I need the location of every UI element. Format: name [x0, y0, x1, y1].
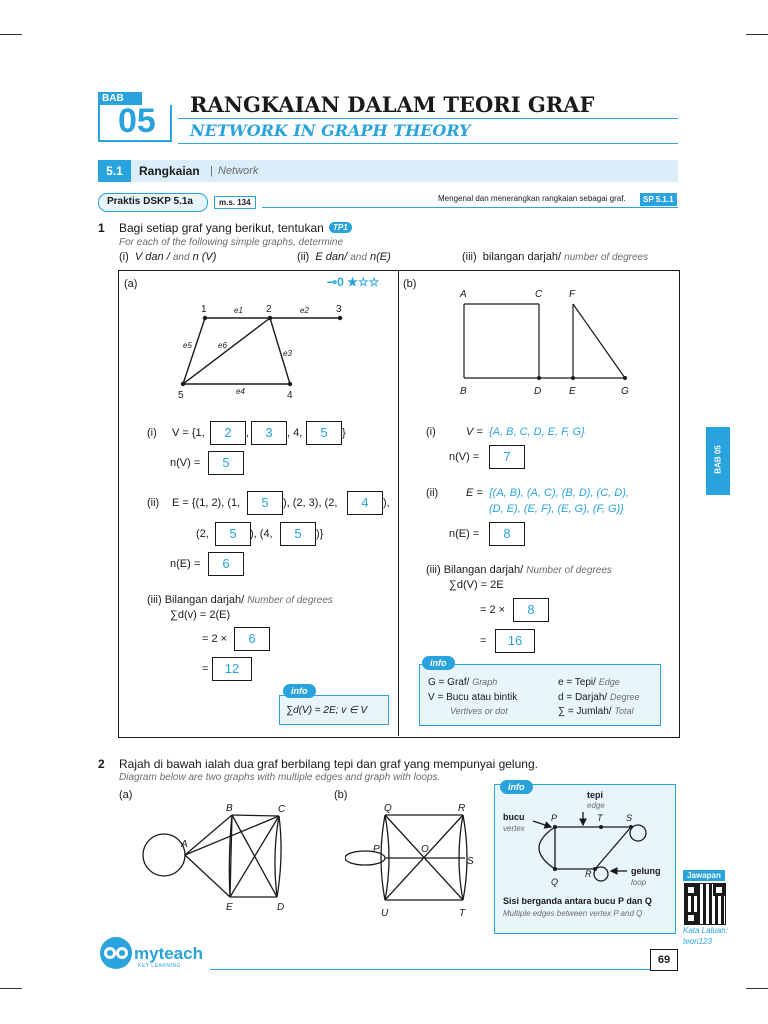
answer-box[interactable]: 12: [212, 657, 252, 681]
q2b-label: (b): [334, 789, 348, 801]
info-box-q2: P T S Q R tepi edge bucu vertex gelung loop Sisi berganda antara bucu P dan Q Multiple edges between vertex P and Q: [494, 784, 676, 934]
password: teori123: [683, 937, 712, 946]
q1-part-iii: (iii) bilangan darjah/ number of degrees: [462, 251, 649, 263]
vertex-label: S: [467, 856, 474, 867]
objective-text: Mengenal dan menerangkan rangkaian sebagai graf.: [438, 194, 626, 203]
q1a-ne-label: n(E) =: [170, 558, 201, 570]
q1a-sum-formula: ∑d(v) = 2(E): [170, 609, 231, 621]
q1a-v-prefix: V = {1,: [172, 427, 205, 439]
qr-code[interactable]: [684, 883, 726, 925]
crop-mark: [0, 988, 22, 989]
answer-box[interactable]: 8: [513, 598, 549, 622]
star-icon: ☆☆: [357, 275, 380, 289]
q1-text-en: For each of the following simple graphs, determine: [119, 237, 344, 248]
key-icon: ⊸: [327, 275, 338, 289]
info-box-a: ∑d(V) = 2E; v ∈ V: [279, 695, 389, 725]
chapter-title-en: NETWORK IN GRAPH THEORY: [190, 121, 471, 140]
vertex-label: R: [585, 869, 592, 879]
graph-b: [452, 285, 642, 400]
q2a-label: (a): [119, 789, 133, 801]
vertex-label: E: [569, 386, 576, 397]
answer-box[interactable]: 6: [234, 627, 270, 651]
graph-2b: [345, 800, 485, 920]
practice-label: Praktis DSKP 5.1a: [98, 193, 208, 212]
vertex-label: F: [569, 289, 576, 300]
section-separator: |: [210, 165, 213, 177]
q1-part-i: (i) V dan / and n (V): [119, 251, 217, 263]
vertex-label: O: [421, 844, 429, 855]
vertex-label: 2: [266, 304, 272, 315]
q2-number: 2: [98, 757, 105, 771]
answer-box[interactable]: 8: [489, 522, 525, 546]
answer-box[interactable]: 5: [280, 522, 316, 546]
vertex-label: U: [381, 908, 389, 919]
vertex-label: E: [226, 902, 233, 913]
vertex-label: C: [278, 804, 286, 815]
jawapan-label: Jawapan: [683, 870, 725, 881]
vertex-label: C: [535, 289, 543, 300]
info-box-b: G = Graf/ Graph V = Bucu atau bintik Vertives or dot e = Tepi/ Edge d = Darjah/ Degree ∑ = Jumlah/ Total: [419, 664, 661, 726]
rating-key: ⊸0 ★☆☆: [327, 275, 380, 289]
answer-box[interactable]: 3: [251, 421, 287, 445]
vertex-label: A: [460, 289, 467, 300]
vertex-label: R: [458, 803, 466, 814]
q1b-e-answer-2: (D, E), (E, F), (E, G), (F, G)}: [489, 503, 624, 515]
q1b-v-answer: {A, B, C, D, E, F, G}: [489, 426, 585, 438]
q1a-label: (a): [124, 278, 138, 290]
brand-tag: KEY LEARNING: [138, 963, 181, 969]
sp-code: SP 5.1.1: [640, 193, 677, 206]
answer-box[interactable]: 4: [347, 491, 383, 515]
q1b-i-label: (i): [426, 426, 436, 438]
answer-box[interactable]: 6: [208, 552, 244, 576]
vertex-label: 4: [287, 390, 293, 401]
brand-name: myteach: [134, 944, 203, 963]
chapter-number: 05: [118, 102, 156, 140]
edge-label: e6: [218, 341, 227, 350]
vertex-label: B: [226, 803, 233, 814]
crop-mark: [0, 34, 22, 35]
vertex-label: T: [459, 908, 466, 919]
graph-a: [170, 300, 360, 405]
vertex-label: D: [277, 902, 285, 913]
vertex-label: G: [621, 386, 629, 397]
q1-text-ms: Bagi setiap graf yang berikut, tentukan: [119, 221, 324, 235]
q2-text-en: Diagram below are two graphs with multiple edges and graph with loops.: [119, 772, 441, 783]
info-tag: info: [500, 780, 533, 794]
chapter-title-ms: RANGKAIAN DALAM TEORI GRAF: [190, 92, 595, 117]
answer-box[interactable]: 16: [495, 629, 535, 653]
q1a-nv-label: n(V) =: [170, 457, 201, 469]
answer-box[interactable]: 5: [208, 451, 244, 475]
footer-logo: [98, 935, 208, 971]
vertex-label: 3: [336, 304, 342, 315]
star-icon: ★: [347, 275, 358, 289]
myteach-logo-icon: [98, 935, 134, 971]
vertex-label: 1: [201, 304, 207, 315]
section-number: 5.1: [98, 160, 131, 182]
vertex-label: A: [181, 839, 188, 850]
q1b-e-answer-1: {(A, B), (A, C), (B, D), (C, D),: [489, 487, 629, 499]
q1b-ii-label: (ii): [426, 487, 439, 499]
crop-mark: [746, 988, 768, 989]
graph-2a: [140, 800, 300, 915]
bab-label: BAB: [98, 92, 142, 105]
section-title-en: Network: [218, 165, 259, 177]
vertex-label: 5: [178, 390, 184, 401]
q1b-iii-label: (iii) Bilangan darjah/ Number of degrees: [426, 564, 612, 576]
answer-box[interactable]: 5: [247, 491, 283, 515]
page-number: 69: [650, 949, 678, 971]
answer-box[interactable]: 2: [210, 421, 246, 445]
tp-badge: TP1: [329, 222, 352, 233]
edge-label: e2: [300, 306, 309, 315]
page-ref: m.s. 134: [214, 196, 256, 209]
info-tag: info: [283, 684, 316, 698]
edge-label: e5: [183, 341, 192, 350]
q1-part-ii: (ii) E dan/ and n(E): [297, 251, 391, 263]
vertex-label: Q: [551, 877, 559, 887]
side-tab: BAB 05: [706, 427, 730, 495]
edge-label: e4: [236, 387, 245, 396]
vertex-label: B: [460, 386, 467, 397]
q2-text-ms: Rajah di bawah ialah dua graf berbilang tepi dan graf yang mempunyai gelung.: [119, 757, 538, 771]
answer-box[interactable]: 7: [489, 445, 525, 469]
q1-number: 1: [98, 221, 105, 235]
q1a-ii-label: (ii): [147, 497, 160, 509]
vertex-label: Q: [384, 803, 392, 814]
section-title: Rangkaian: [139, 164, 200, 178]
kata-laluan: Kata Laluan:: [683, 926, 728, 935]
q1a-i-label: (i): [147, 427, 157, 439]
edge-label: e1: [234, 306, 243, 315]
vertex-label: S: [626, 813, 633, 823]
vertex-label: T: [597, 813, 603, 823]
answer-box[interactable]: 5: [306, 421, 342, 445]
vertex-label: D: [534, 386, 542, 397]
chapter-badge: [98, 92, 172, 142]
edge-label: e3: [283, 349, 292, 358]
q1b-label: (b): [403, 278, 417, 290]
section-bar: [98, 160, 678, 182]
answer-box[interactable]: 5: [215, 522, 251, 546]
vertex-label: P: [551, 813, 558, 823]
crop-mark: [746, 34, 768, 35]
vertex-label: P: [373, 844, 380, 855]
q1a-iii-label: (iii) Bilangan darjah/ Number of degrees: [147, 594, 333, 606]
info-tag: info: [422, 656, 455, 670]
